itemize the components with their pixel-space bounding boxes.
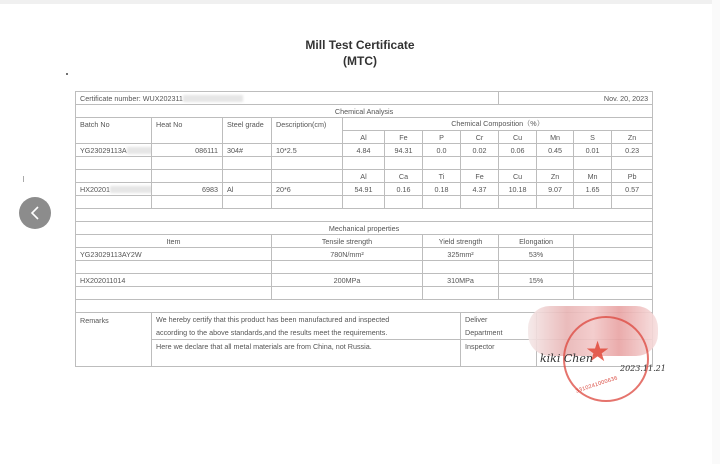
element-value: 94.31 bbox=[385, 144, 423, 157]
header-batch-no: Batch No bbox=[76, 118, 152, 144]
chemical-analysis-title-row bbox=[76, 105, 653, 118]
empty-row bbox=[76, 157, 653, 170]
inspector-label: Inspector bbox=[461, 340, 537, 367]
header-elongation: Elongation bbox=[499, 235, 574, 248]
element-label: Al bbox=[343, 170, 385, 183]
seal-number: 3310241000636 bbox=[575, 375, 619, 395]
element-label: P bbox=[423, 131, 461, 144]
mechanical-row-1 bbox=[76, 248, 653, 261]
document-subtitle: (MTC) bbox=[343, 54, 377, 68]
certificate-header-row bbox=[76, 92, 653, 105]
spacer-row bbox=[76, 209, 653, 222]
element-value: 54.91 bbox=[343, 183, 385, 196]
element-label: Al bbox=[343, 131, 385, 144]
remarks-label: Remarks bbox=[76, 313, 152, 367]
deliver-department-label: Deliver Department bbox=[461, 313, 537, 340]
inspector-signature: kiki Chen bbox=[540, 352, 593, 365]
document-title: Mill Test Certificate bbox=[305, 38, 415, 52]
scan-speck bbox=[66, 73, 68, 75]
redacted-block bbox=[127, 147, 152, 154]
element-label: Zn bbox=[537, 170, 574, 183]
chemical-data-row-2 bbox=[76, 183, 653, 196]
element-label: Zn bbox=[612, 131, 653, 144]
mechanical-row-2 bbox=[76, 274, 653, 287]
mechanical-properties-title: Mechanical properties bbox=[76, 222, 653, 235]
viewer-right-edge bbox=[712, 0, 720, 464]
element-label: Cr bbox=[461, 131, 499, 144]
element-value: 10.18 bbox=[499, 183, 537, 196]
chemical-composition-title: Chemical Composition（%） bbox=[343, 118, 653, 131]
element-label: Ca bbox=[385, 170, 423, 183]
element-label: Pb bbox=[612, 170, 653, 183]
element-label: Cu bbox=[499, 131, 537, 144]
element-value: 0.45 bbox=[537, 144, 574, 157]
steel-grade: Al bbox=[223, 183, 272, 196]
element-value: 0.0 bbox=[423, 144, 461, 157]
heat-no: 6983 bbox=[152, 183, 223, 196]
element-value: 0.18 bbox=[423, 183, 461, 196]
elongation: 53% bbox=[499, 248, 574, 261]
batch-no: HX20201 bbox=[76, 183, 152, 196]
header-heat-no: Heat No bbox=[152, 118, 223, 144]
element-label: S bbox=[574, 131, 612, 144]
element-value: 0.16 bbox=[385, 183, 423, 196]
element-value: 0.06 bbox=[499, 144, 537, 157]
yield-strength: 310MPa bbox=[423, 274, 499, 287]
header-steel-grade: Steel grade bbox=[223, 118, 272, 144]
viewer-top-bar bbox=[0, 0, 720, 4]
scan-speck bbox=[23, 176, 24, 182]
element-value: 0.23 bbox=[612, 144, 653, 157]
item: YG23029113AY2W bbox=[76, 248, 272, 261]
mechanical-header-row bbox=[76, 235, 653, 248]
elongation: 15% bbox=[499, 274, 574, 287]
item: HX202011014 bbox=[76, 274, 272, 287]
element-label: Fe bbox=[385, 131, 423, 144]
previous-page-button[interactable] bbox=[19, 197, 51, 229]
header-tensile: Tensile strength bbox=[272, 235, 423, 248]
element-value: 0.01 bbox=[574, 144, 612, 157]
certificate-number: Certificate number: WUX202311 bbox=[76, 92, 499, 105]
element-label: Ti bbox=[423, 170, 461, 183]
element-value: 1.65 bbox=[574, 183, 612, 196]
element-label: Cu bbox=[499, 170, 537, 183]
chemical-data-row-1 bbox=[76, 144, 653, 157]
steel-grade: 304# bbox=[223, 144, 272, 157]
element-value: 9.07 bbox=[537, 183, 574, 196]
element-value: 4.37 bbox=[461, 183, 499, 196]
mechanical-title-row bbox=[76, 222, 653, 235]
batch-no: YG23029113A bbox=[76, 144, 152, 157]
element-label: Mn bbox=[537, 131, 574, 144]
signature-date: 2023.11.21 bbox=[620, 364, 666, 373]
empty-row bbox=[76, 196, 653, 209]
remarks-declaration-text: Here we declare that all metal materials are from China, not Russia. bbox=[152, 340, 461, 367]
empty-row bbox=[76, 261, 653, 274]
header-item: Item bbox=[76, 235, 272, 248]
element-value: 0.57 bbox=[612, 183, 653, 196]
chemical-header-row bbox=[76, 118, 653, 131]
redacted-block bbox=[110, 186, 152, 193]
description: 10*2.5 bbox=[272, 144, 343, 157]
element-label: Fe bbox=[461, 170, 499, 183]
remarks-certify-text: We hereby certify that this product has been manufactured and inspected according to the above standards,and the results meet the requirements. bbox=[152, 313, 461, 340]
seal-star-icon: ★ bbox=[585, 336, 611, 367]
chevron-left-icon bbox=[28, 205, 42, 221]
empty-row bbox=[76, 287, 653, 300]
tensile-strength: 780N/mm² bbox=[272, 248, 423, 261]
element-label: Mn bbox=[574, 170, 612, 183]
element-value: 4.84 bbox=[343, 144, 385, 157]
element-value: 0.02 bbox=[461, 144, 499, 157]
chemical-analysis-title: Chemical Analysis bbox=[76, 105, 653, 118]
header-yield: Yield strength bbox=[423, 235, 499, 248]
heat-no: 086111 bbox=[152, 144, 223, 157]
certificate-date: Nov. 20, 2023 bbox=[499, 92, 653, 105]
tensile-strength: 200MPa bbox=[272, 274, 423, 287]
header-description: Description(cm) bbox=[272, 118, 343, 144]
description: 20*6 bbox=[272, 183, 343, 196]
redacted-block bbox=[183, 95, 243, 102]
element-header-row-2 bbox=[76, 170, 653, 183]
yield-strength: 325mm² bbox=[423, 248, 499, 261]
